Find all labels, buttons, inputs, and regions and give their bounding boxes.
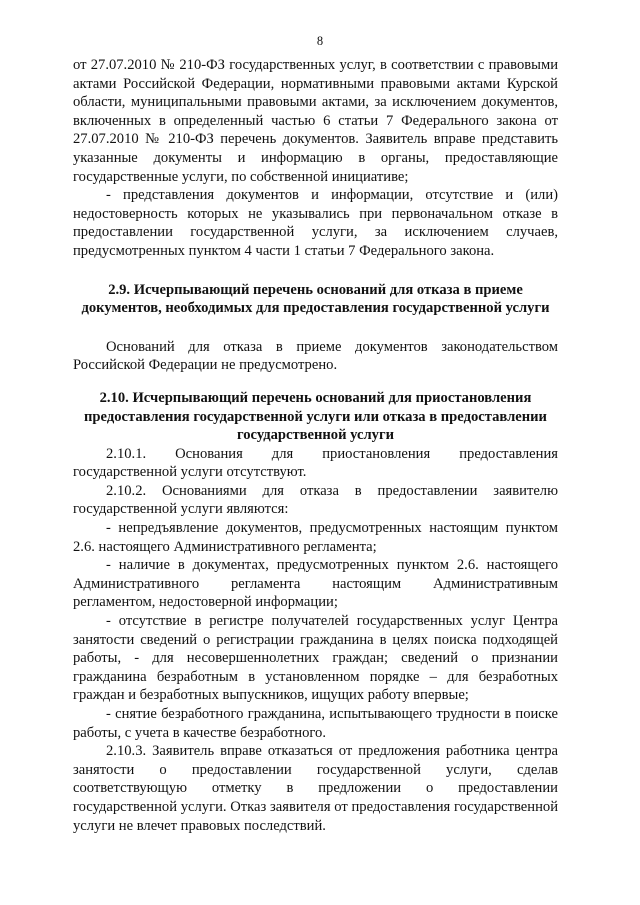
paragraph-2-10-3: 2.10.3. Заявитель вправе отказаться от предложения работника центра занятости о предоставлении государственной услуги, сделав соответствующую отметку в предложении о предоставлении государственной услуги. Отказ заявителя от предоставления государственной услуги не влечет правовых последствий. xyxy=(73,743,558,834)
document-body xyxy=(73,56,558,835)
section-heading-2-10: 2.10. Исчерпывающий перечень оснований для приостановления предоставления государственной услуги или отказа в предоставлении государственной услуги xyxy=(84,389,547,444)
list-item-representation: - представления документов и информации, отсутствие и (или) недостоверность которых не указывались при первоначальном отказе в предоставлении государственной услуги, за исключением случаев, предусмотренных пунктом 4 части 1 статьи 7 Федерального закона. xyxy=(73,187,558,259)
list-item-deregistration: - снятие безработного гражданина, испытывающего трудности в поиске работы, с учета в качестве безработного. xyxy=(73,706,558,741)
paragraph-2-10-1: 2.10.1. Основания для приостановления предоставления государственной услуги отсутствуют. xyxy=(73,445,558,481)
paragraph-2-10-2: 2.10.2. Основаниями для отказа в предоставлении заявителю государственной услуги являются: xyxy=(73,482,558,518)
paragraph-no-grounds: Оснований для отказа в приеме документов законодательством Российской Федерации не предусмотрено. xyxy=(73,338,558,374)
section-heading-2-9: 2.9. Исчерпывающий перечень оснований для отказа в приеме документов, необходимых для предоставления государственной услуги xyxy=(81,281,550,317)
list-item-false-information: - наличие в документах, предусмотренных пунктом 2.6. настоящего Административного регламента настоящим Административным регламентом, недостоверной информации; xyxy=(73,557,558,611)
list-item-non-presentation: - непредъявление документов, предусмотренных настоящим пунктом 2.6. настоящего Административного регламента; xyxy=(73,520,558,555)
page-number: 8 xyxy=(316,34,324,48)
list-item-registry-absence: - отсутствие в регистре получателей государственных услуг Центра занятости сведений о регистрации гражданина в целях поиска подходящей работы, - для несовершеннолетних граждан; сведений о признании гражданина безработным в установленном порядке – для безработных граждан и безработных выпускников, ищущих работу впервые; xyxy=(73,613,558,704)
paragraph-continuation: от 27.07.2010 № 210-ФЗ государственных услуг, в соответствии с правовыми актами Российской Федерации, нормативными правовыми актами Курской области, муниципальными правовыми актами, за исключением документов, включенных в определенный частью 6 статьи 7 Федерального закона от 27.07.2010 № 210-ФЗ перечень документов. Заявитель вправе представить указанные документы и информацию в органы, предоставляющие государственные услуги, по собственной инициативе; xyxy=(73,57,558,185)
